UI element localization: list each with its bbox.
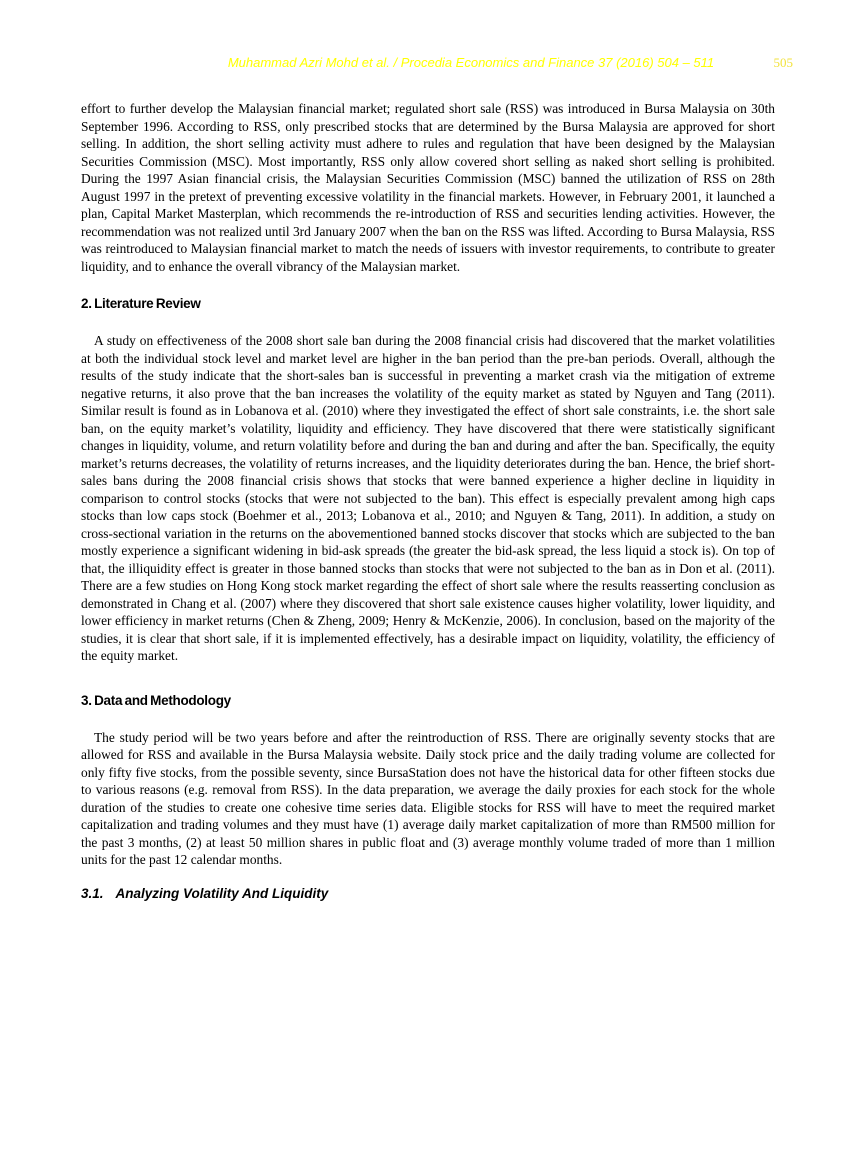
page-header: [0, 55, 846, 73]
article-body: [81, 100, 775, 901]
section-heading-data-methodology: 3. Data and Methodology: [81, 692, 231, 708]
data-methodology-paragraph: The study period will be two years before and after the reintroduction of RSS. There are originally seventy stocks that are allowed for RSS and available in the Bursa Malaysia website. Daily stock price and the daily trading volume are collected for only fifty five stocks, from the possible seventy, since BursaStation does not have the historical data for other fifteen stocks due to various reasons (e.g. removal from RSS). In the data preparation, we average the daily proxies for each stock for the whole duration of the studies to create one cohesive time series data. Eligible stocks for RSS will have to meet the required market capitalization and trading volumes and they must have (1) average daily market capitalization of more than RM500 million for the past 3 months, (2) at least 50 million shares in public float and (3) average monthly volume traded of more than 1 million units for the past 12 calendar months.: [81, 729, 775, 867]
page-number: 505: [773, 55, 793, 70]
running-head: Muhammad Azri Mohd et al. / Procedia Economics and Finance 37 (2016) 504 – 511: [227, 55, 715, 70]
literature-review-paragraph: A study on effectiveness of the 2008 short sale ban during the 2008 financial crisis had discovered that the market volatilities at both the individual stock level and market level are higher in the ban period than the pre-ban periods. Overall, although the results of the study indicate that the short-sales ban is successful in preventing a market crash via the mitigation of extreme negative returns, it also prove that the ban increases the volatility of the equity market as stated by Nguyen and Tang (2011). Similar result is found as in Lobanova et al. (2010) where they investigated the effect of short sale constraints, i.e. the short sale ban, on the equity market’s volatility, liquidity and efficiency. They have discovered that there were statistically significant changes in liquidity, volume, and return volatility before and during the ban and during and after the ban. Specifically, the equity market’s returns decreases, the volatility of returns increases, and the liquidity deteriorates during the ban. Hence, the brief short-sales bans during the 2008 financial crisis shows that stocks that were banned experience a higher decline in liquidity in comparison to control stocks (stocks that were not subjected to the ban). This effect is especially prevalent among high caps stocks than low caps stock (Boehmer et al., 2013; Lobanova et al., 2010; and Nguyen & Tang, 2011). In addition, a study on cross-sectional variation in the returns on the abovementioned banned stocks discover that stocks which are subjected to the ban mostly experience a significant widening in bid-ask spreads (the greater the bid-ask spread, the less liquid a stock is). On top of that, the illiquidity effect is greater in those banned stocks than stocks that were not subjected to the ban as in Don et al. (2011). There are a few studies on Hong Kong stock market regarding the effect of short sale where the results reasserting conclusion as demonstrated in Chang et al. (2007) where they discovered that short sale existence causes higher volatility, lower liquidity, and lower efficiency in market returns (Chen & Zheng, 2009; Henry & McKenzie, 2006). In conclusion, based on the majority of the studies, it is clear that short sale, if it is implemented effectively, has a desirable impact on liquidity, volatility, the efficiency of the equity market.: [81, 333, 775, 663]
subsection-number: 3.1.: [81, 885, 104, 901]
subsection-title: Analyzing Volatility And Liquidity: [115, 885, 329, 901]
intro-paragraph: effort to further develop the Malaysian financial market; regulated short sale (RSS) was introduced in Bursa Malaysia on 30th September 1996. According to RSS, only prescribed stocks that are determined by the Bursa Malaysia are approved for short selling. In addition, the short selling activity must adhere to rules and regulation that have been designed by the Malaysian Securities Commission (MSC). Most importantly, RSS only allow covered short selling as naked short selling is prohibited. During the 1997 Asian financial crisis, the Malaysian Securities Commission (MSC) banned the utilization of RSS on 28th August 1997 in the pretext of preventing excessive volatility in the financial markets. However, in February 2001, it launched a plan, Capital Market Masterplan, which recommends the re-introduction of RSS and securities lending activities. However, the recommendation was not realized until 3rd January 2007 when the ban on the RSS was lifted. According to Bursa Malaysia, RSS was reintroduced to Malaysian financial market to match the needs of issuers with investor requirements, to contribute to greater liquidity, and to enhance the overall vibrancy of the Malaysian market.: [81, 101, 775, 274]
subsection-heading-analyzing-volatility: [81, 886, 775, 901]
section-heading-literature-review: 2. Literature Review: [81, 296, 201, 311]
